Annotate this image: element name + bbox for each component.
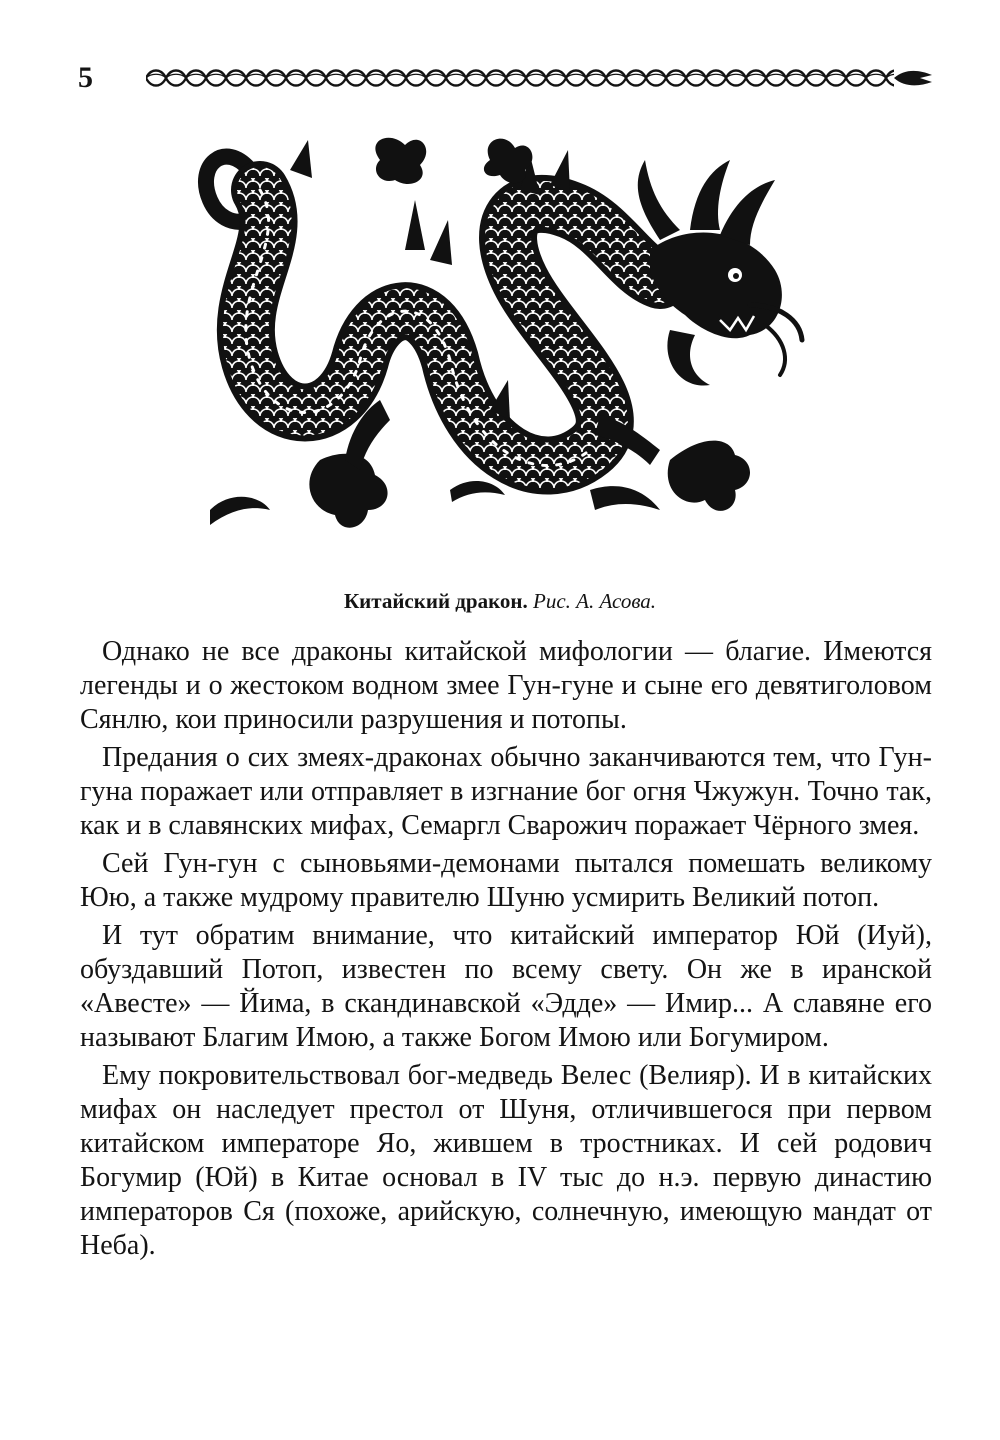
dragon-icon xyxy=(190,130,810,570)
braided-rope-divider xyxy=(146,65,932,91)
page-header xyxy=(78,58,932,98)
paragraph: И тут обратим внимание, что китайский император Юй (Иуй), обуздавший Потоп, известен по всему свету. Он же в иранской «Авесте» — Йима, в скандинавской «Эдде» — Имир... А славяне его называют Благим Имою, а также Богом Имою или Богумиром. xyxy=(80,920,932,1053)
caption-title: Китайский дракон. xyxy=(343,589,528,613)
paragraph: Ему покровительствовал бог-медведь Велес (Велияр). И в китайских мифах он наследует престол от Шуня, отличившегося при первом китайском императоре Яо, жившем в тростниках. И сей родович Богумир (Юй) в Китае основал в IV тыс до н.э. первую династию императоров Ся (похоже, арийскую, солнечную, имеющую мандат от Неба). xyxy=(80,1060,932,1261)
body-text xyxy=(80,635,932,1267)
dragon-illustration xyxy=(190,130,810,570)
paragraph: Однако не все драконы китайской мифологии — благие. Имеются легенды и о жестоком водном змее Гун-гуне и сыне его девятиголовом Сянлю, кои приносили разрушения и потопы. xyxy=(80,636,932,735)
paragraph: Сей Гун-гун с сыновьями-демонами пытался помешать великому Юю, а также мудрому правителю Шуню усмирить Великий потоп. xyxy=(80,848,932,913)
caption-credit: Рис. А. Асова. xyxy=(533,589,657,613)
paragraph: Предания о сих змеях-драконах обычно заканчиваются тем, что Гун-гуна поражает или отправляет в изгнание бог огня Чжужун. Точно так, как и в славянских мифах, Семаргл Сварожич поражает Чёрного змея. xyxy=(80,742,932,841)
page-number: 5 xyxy=(78,61,93,94)
figure-caption xyxy=(0,587,1000,615)
